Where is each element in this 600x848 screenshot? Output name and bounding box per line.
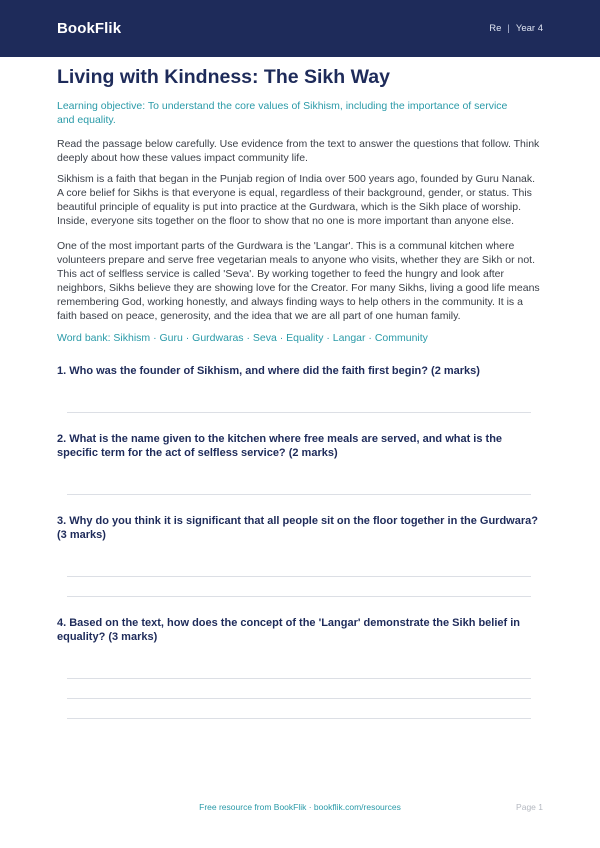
passage-paragraph-2: One of the most important parts of the Gurdwara is the 'Langar'. This is a communal kitchen where volunteers prepare and serve free vegetarian meals to anyone who visits, whether they are Sikh or not. This act of selfless service is called 'Seva'. By working together to feed the hungry and look after neighbors, Sikhs believe they are showing love for the Creator. For many Sikhs, living a good life means remembering God, working honestly, and always finding ways to help others in the community. It is a faith based on peace, generosity, and the idea that we are all part of one human family. — [57, 240, 540, 322]
footer-credit[interactable]: Free resource from BookFlik · bookflik.com/resources — [199, 802, 401, 812]
page-number: Page 1 — [516, 802, 543, 812]
passage-paragraph-1: Sikhism is a faith that began in the Punjab region of India over 500 years ago, founded by Guru Nanak. A core belief for Sikhs is that everyone is equal, regardless of their background, gender, or status. This beautiful principle of equality is put into practice at the Gurdwara, which is the Sikh place of worship. Inside, everyone sits together on the floor to show that no one is more important than anyone else. — [57, 173, 536, 227]
question-1: 1. Who was the founder of Sikhism, and where did the faith first begin? (2 marks) — [57, 365, 480, 377]
year-label: Year 4 — [515, 23, 543, 34]
instructions-text: Read the passage below carefully. Use evidence from the text to answer the questions that follow. Think deeply about how these values impact community life. — [57, 138, 540, 164]
answer-line-q1-1[interactable] — [67, 412, 531, 413]
brand-logo-text: BookFlik — [57, 20, 122, 37]
meta-separator: | — [507, 23, 510, 34]
answer-line-q3-1[interactable] — [67, 576, 531, 577]
subject-label: Re — [489, 23, 502, 34]
page-header — [0, 0, 600, 57]
answer-line-q4-1[interactable] — [67, 678, 531, 679]
answer-line-q3-2[interactable] — [67, 596, 531, 597]
learning-objective: Learning objective: To understand the core values of Sikhism, including the importance of service and equality. — [57, 100, 508, 126]
word-bank: Word bank: Sikhism · Guru · Gurdwaras · Seva · Equality · Langar · Community — [57, 332, 428, 344]
question-4: 4. Based on the text, how does the concept of the 'Langar' demonstrate the Sikh belief in equality? (3 marks) — [57, 617, 521, 643]
page-footer — [0, 802, 600, 814]
question-2: 2. What is the name given to the kitchen where free meals are served, and what is the specific term for the act of selfless service? (2 marks) — [57, 433, 503, 459]
answer-line-q4-2[interactable] — [67, 698, 531, 699]
header-meta — [489, 23, 543, 34]
answer-line-q2-1[interactable] — [67, 494, 531, 495]
answer-line-q4-3[interactable] — [67, 718, 531, 719]
worksheet-title: Living with Kindness: The Sikh Way — [57, 66, 390, 88]
question-3: 3. Why do you think it is significant that all people sit on the floor together in the Gurdwara? (3 marks) — [57, 515, 538, 541]
